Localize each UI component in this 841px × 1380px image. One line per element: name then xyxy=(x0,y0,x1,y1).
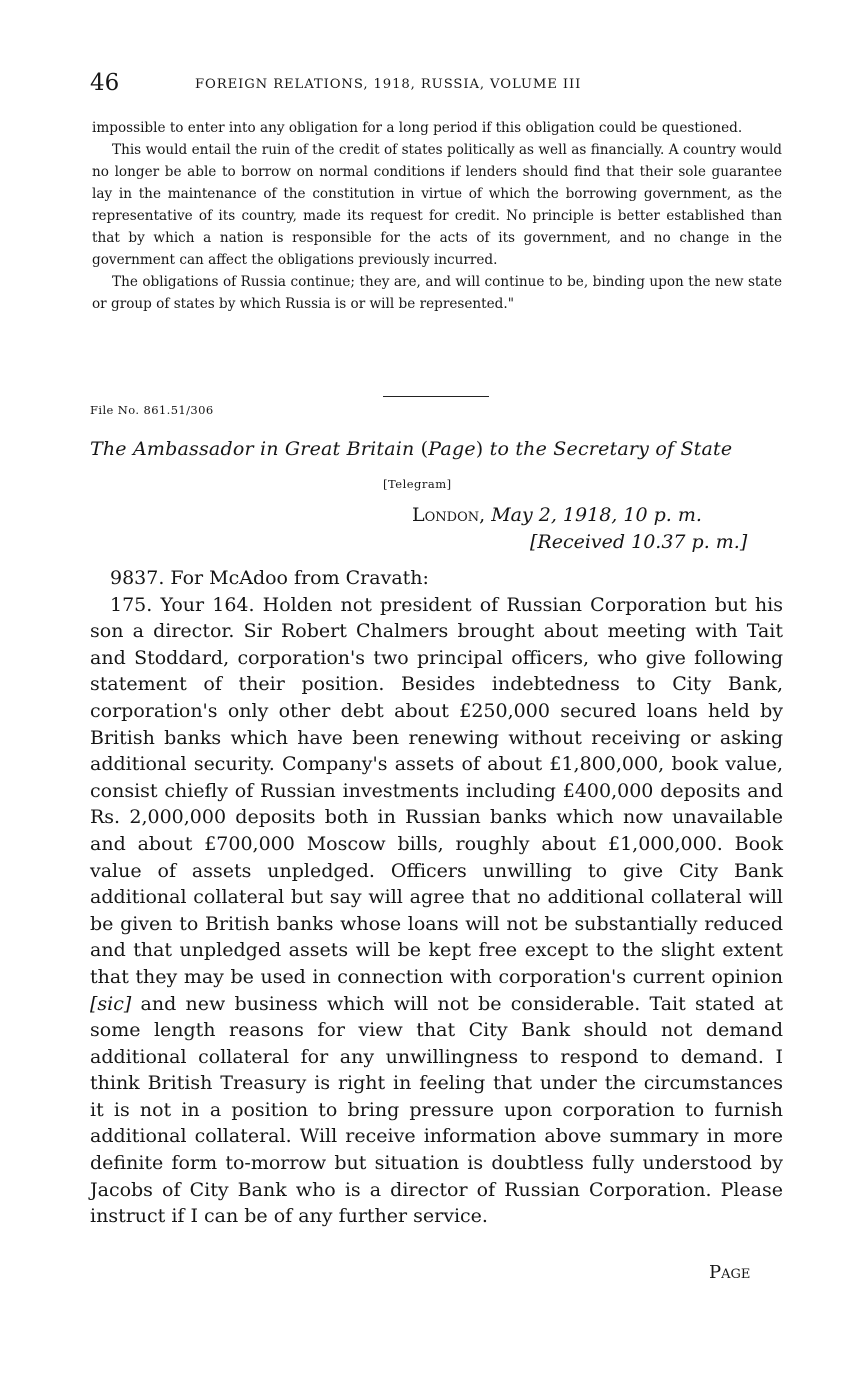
paragraph xyxy=(90,592,783,1230)
heading-paren-open: ( xyxy=(420,438,429,460)
body-text: 175. Your 164. Holden not president of Russian Corporation but his son a director. Sir Robert Chalmers brought about meeting with Tait and Stoddard, corporation's two principal officers, who give following statement of their position. Besides indebtedness to City Bank, corporation's only other debt about £250,000 secured loans held by British banks which have been renewing without receiving or asking additional security. Company's assets of about £1,800,000, book value, consist chiefly of Russian investments including £400,000 deposits and Rs. 2,000,000 deposits both in Russian banks which now unavailable and about £700,000 Moscow bills, roughly about £1,000,000. Book value of assets unpledged. Officers unwilling to give City Bank additional collateral but say will agree that no additional collateral will be given to British banks whose loans will not be substantially reduced and that unpledged assets will be kept free except to the slight extent that they may be used in connection with corporation's current opinion xyxy=(90,593,783,988)
running-title: FOREIGN RELATIONS, 1918, RUSSIA, VOLUME III xyxy=(195,77,582,92)
heading-paren-close: ) xyxy=(475,438,484,460)
telegram-body xyxy=(90,565,783,1230)
dateline-date: May 2, 1918, 10 p. m. xyxy=(491,504,702,526)
paragraph: The obligations of Russia continue; they are, and will continue to be, binding upon the new state or group of states by which Russia is or will be represented." xyxy=(92,274,782,312)
heading-text: to the Secretary of State xyxy=(483,438,733,460)
section-divider xyxy=(383,396,489,397)
dateline xyxy=(412,504,702,526)
heading-name: Page xyxy=(428,438,476,460)
heading-text: The Ambassador in Great Britain xyxy=(90,438,421,460)
running-header xyxy=(90,70,780,100)
document-heading xyxy=(90,438,785,460)
paragraph: impossible to enter into any obligation for a long period if this obligation could be questioned. xyxy=(92,120,743,136)
file-number: File No. 861.51/306 xyxy=(90,403,214,417)
received-note xyxy=(530,531,747,553)
dateline-city: London, xyxy=(412,504,486,526)
telegram-label: [Telegram] xyxy=(383,477,452,491)
paragraph: This would entail the ruin of the credit of states politically as well as financially. A country would no longer be able to borrow on normal conditions if lenders should find that their sole guarantee lay in the maintenance of the constitution in virtue of which the borrowing government, as the representative of its country, made its request for credit. No principle is better established than that by which a nation is responsible for the acts of its government, and no change in the government can affect the obligations previously incurred. xyxy=(92,142,782,268)
received-time: [Received 10.37 p. m.] xyxy=(530,531,748,553)
body-text: and new business which will not be considerable. Tait stated at some length reasons for view that City Bank should not demand additional collateral for any unwillingness to respond to demand. I think British Treasury is right in feeling that under the circumstances it is not in a position to bring pressure upon corporation to furnish additional collateral. Will receive information above summary in more definite form to-morrow but situation is doubtless fully understood by Jacobs of City Bank who is a director of Russian Corporation. Please instruct if I can be of any further service. xyxy=(90,992,783,1228)
page-number: 46 xyxy=(90,70,120,96)
paragraph: 9837. For McAdoo from Cravath: xyxy=(110,567,429,589)
continued-text xyxy=(92,117,782,315)
sic-note: [sic] xyxy=(90,992,132,1015)
signature: Page xyxy=(709,1262,751,1283)
